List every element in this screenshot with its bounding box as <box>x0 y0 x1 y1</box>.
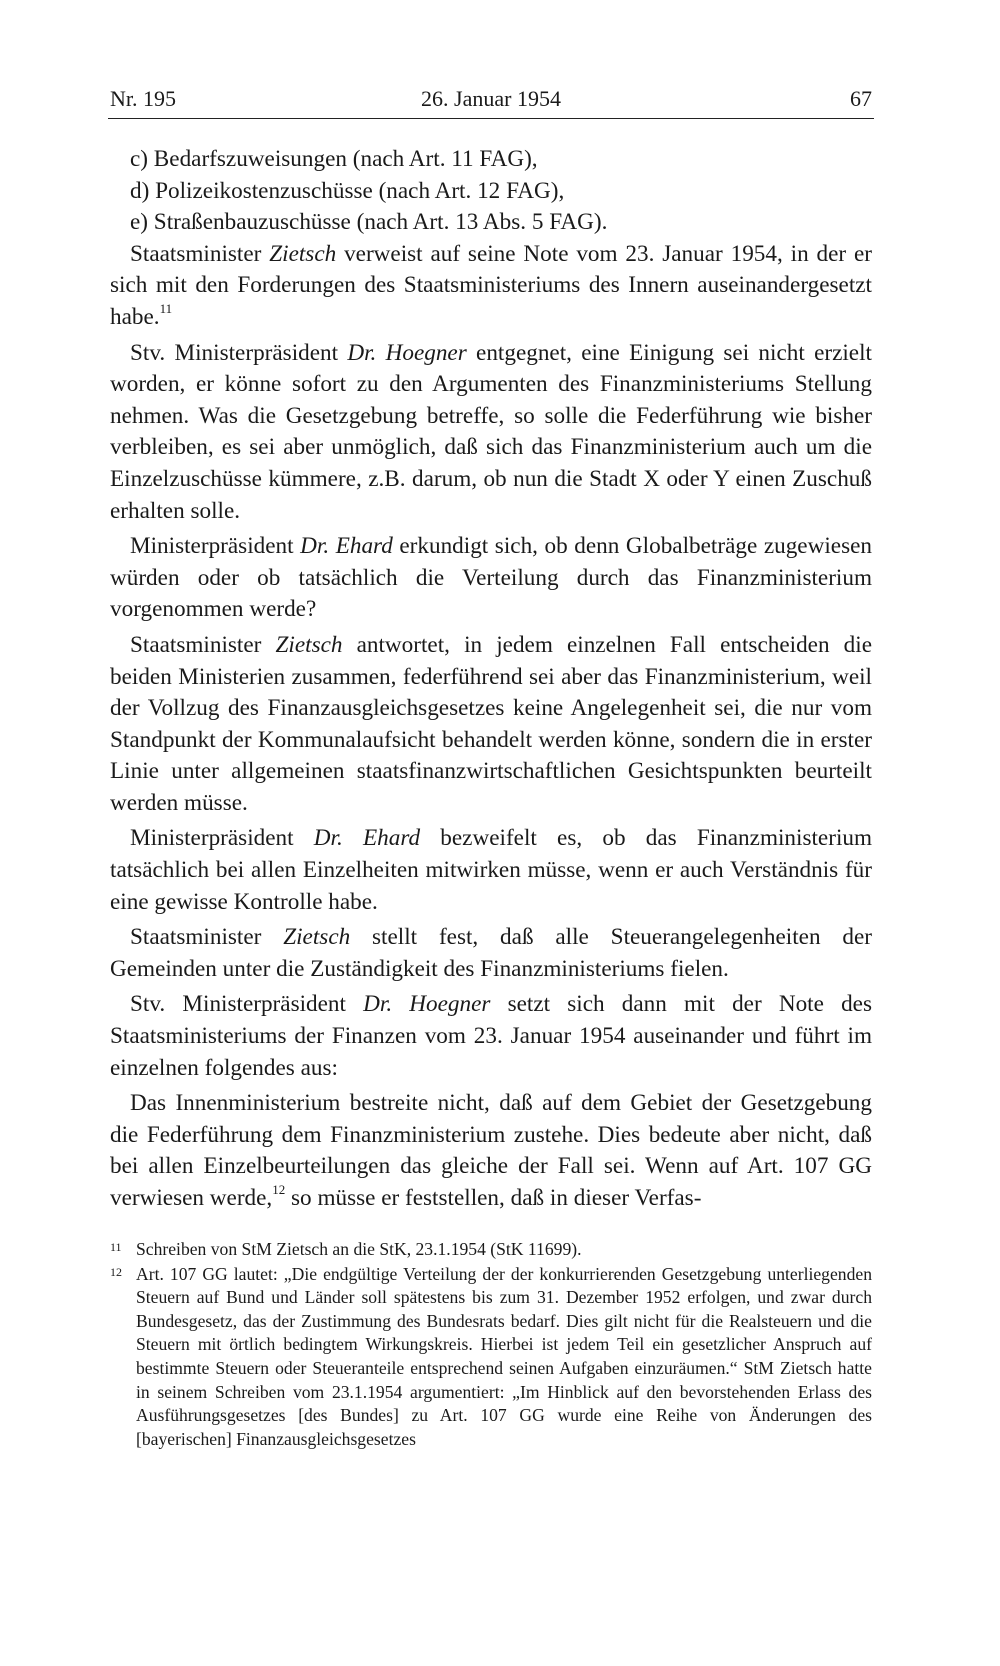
footnote-ref[interactable]: 11 <box>159 301 173 317</box>
speaker-name: Dr. Hoegner <box>347 339 467 366</box>
paragraph: Staatsminister Zietsch stellt fest, daß alle Steuerangelegenheiten der Gemeinden unter die Zuständigkeit des Finanzministeriums fielen. <box>110 924 872 982</box>
paragraph: Staatsminister Zietsch verweist auf seine Note vom 23. Januar 1954, in der er sich mit den Forderungen des Staatsministeriums des Innern auseinandergesetzt habe.$^{11}$ <box>110 240 872 330</box>
paragraph: Das Innenministerium bestreite nicht, daß auf dem Gebiet der Gesetzgebung die Federführung dem Finanzministerium zustehe. Dies bedeute aber nicht, daß bei allen Einzelbeurteilungen das gleiche der Fall sei. Wenn auf Art. 107 GG verwiesen werde,$^{12}$ so müsse er feststellen, daß in dieser Verfas- <box>110 1090 872 1211</box>
footnote-number: 12 <box>110 1264 122 1279</box>
body-text <box>110 144 872 1219</box>
paragraph: Ministerpräsident Dr. Ehard erkundigt sich, ob denn Globalbeträge zugewiesen würden oder ob tatsächlich die Verteilung durch das Finanzministerium vorgenommen werde? <box>110 533 872 623</box>
speaker-name: Zietsch <box>283 924 351 951</box>
footnote-text: Art. 107 GG lautet: „Die endgültige Verteilung der der konkurrierenden Gesetzgebung unterliegenden Steuern auf Bund und Länder soll spätestens bis zum 31. Dezember 1952 erfolgen, und zwar durch Bundesgesetz, das der Zustimmung des Bundesrats bedarf. Dies gilt nicht für die Realsteuern und die Steuern mit örtlich bedingtem Wirkungskreis. Hierbei ist jedem Teil ein gesetzlicher Anspruch auf bestimmte Steuern oder Steueranteile entsprechend seinen Aufgaben einzuräumen.“ StM Zietsch hatte in seinem Schreiben vom 23.1.1954 argumentiert: „Im Hinblick auf den bevorstehenden Erlass des Ausführungsgesetzes [des Bundes] zu Art. 107 GG wurde eine Reihe von Änderungen des [bayerischen] Finanzausgleichsgesetzes <box>136 1263 872 1449</box>
header-date: 26. Januar 1954 <box>421 86 561 111</box>
speaker-name: Zietsch <box>275 631 343 658</box>
footnote-number: 11 <box>110 1240 122 1254</box>
footnote-ref[interactable]: 12 <box>272 1182 286 1198</box>
paragraph: Stv. Ministerpräsident Dr. Hoegner entgegnet, eine Einigung sei nicht erzielt worden, er könne sofort zu den Argumenten des Finanzministeriums Stellung nehmen. Was die Gesetzgebung betreffe, so solle die Federführung wie bisher verbleiben, es sei aber unmöglich, daß sich das Finanzministerium auch um die Einzelzuschüsse kümmere, z.B. darum, ob nun die Stadt X oder Y einen Zuschuß erhalten solle. <box>110 339 872 524</box>
footnote <box>110 1238 872 1262</box>
speaker-name: Dr. Ehard <box>313 825 421 852</box>
footnote-text: Schreiben von StM Zietsch an die StK, 23.1.1954 (StK 11699). <box>136 1239 582 1259</box>
running-header <box>108 84 874 119</box>
speaker-name: Zietsch <box>269 240 337 267</box>
document-number: Nr. 195 <box>110 86 176 111</box>
list-item: c) Bedarfszuweisungen (nach Art. 11 FAG), <box>130 146 538 172</box>
speaker-name: Dr. Hoegner <box>363 991 491 1018</box>
list-item: d) Polizeikostenzuschüsse (nach Art. 12 FAG), <box>130 177 565 204</box>
page-number: 67 <box>850 86 872 111</box>
paragraph: Staatsminister Zietsch antwortet, in jedem einzelnen Fall entscheiden die beiden Ministerien zusammen, federführend sei aber das Finanzministerium, weil der Vollzug des Finanzausgleichsgesetzes keine Angelegenheit sei, die nur vom Standpunkt der Kommunalaufsicht behandelt werden könne, sondern die in erster Linie unter allgemeinen staatsfinanzwirtschaftlichen Gesichtspunkten beurteilt werden müsse. <box>110 631 872 816</box>
footnotes <box>110 1238 872 1452</box>
paragraph: Ministerpräsident Dr. Ehard bezweifelt es, ob das Finanzministerium tatsächlich bei allen Einzelheiten mitwirken müsse, wenn er auch Verständnis für eine gewisse Kontrolle habe. <box>110 825 873 915</box>
speaker-name: Dr. Ehard <box>300 533 393 560</box>
footnote <box>110 1263 872 1452</box>
list-item: e) Straßenbauzuschüsse (nach Art. 13 Abs. 5 FAG). <box>130 209 608 236</box>
paragraph: Stv. Ministerpräsident Dr. Hoegner setzt sich dann mit der Note des Staatsministeriums der Finanzen vom 23. Januar 1954 auseinander und führt im einzelnen folgendes aus: <box>110 991 872 1081</box>
